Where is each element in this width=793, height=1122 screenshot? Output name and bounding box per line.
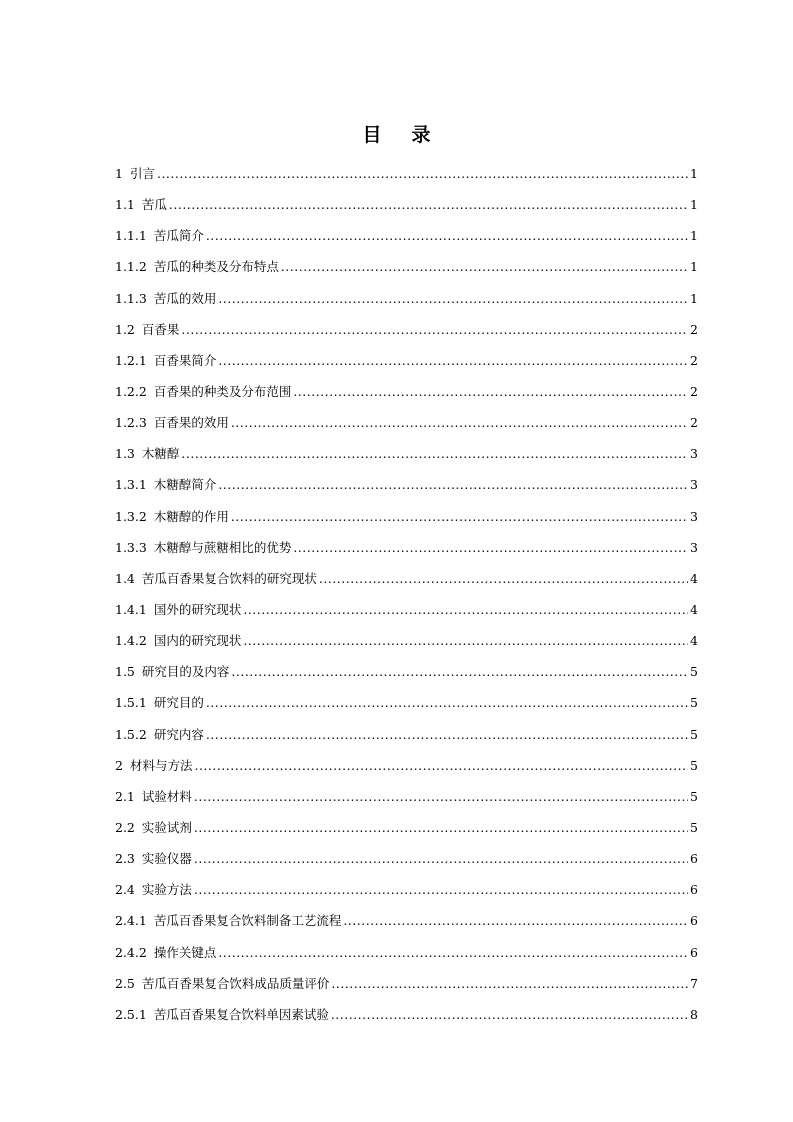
toc-leader-dots xyxy=(194,750,688,781)
toc-entry[interactable] xyxy=(115,999,698,1030)
toc-entry[interactable] xyxy=(115,874,698,905)
toc-entry-title: 引言 xyxy=(129,166,155,181)
toc-entry-page-number: 2 xyxy=(690,321,698,337)
toc-entry-number: 2.5 xyxy=(115,975,135,991)
toc-entry-title: 木糖醇的作用 xyxy=(153,508,229,524)
toc-leader-dots xyxy=(281,251,688,282)
toc-entry-page-number: 1 xyxy=(690,259,698,275)
toc-entry-number: 1.1.1 xyxy=(115,228,147,244)
toc-entry-title: 材料与方法 xyxy=(129,757,193,773)
toc-entry-page-number: 8 xyxy=(690,1006,698,1022)
toc-entry-number: 2.1 xyxy=(115,788,135,804)
toc-entry[interactable] xyxy=(115,656,698,687)
toc-entry-page-number: 5 xyxy=(690,788,698,804)
toc-leader-dots xyxy=(343,905,688,936)
toc-leader-dots xyxy=(218,345,688,376)
toc-entry[interactable] xyxy=(115,968,698,999)
toc-entry-page-number: 2 xyxy=(690,415,698,431)
toc-entry[interactable] xyxy=(115,220,698,251)
toc-leader-dots xyxy=(218,283,688,314)
toc-entry-page-number: 5 xyxy=(690,757,698,773)
toc-entry-page-number: 2 xyxy=(690,352,698,368)
toc-entry-title: 百香果 xyxy=(141,321,180,337)
toc-entry[interactable] xyxy=(115,251,698,282)
toc-entry-page-number: 1 xyxy=(690,197,698,213)
toc-entry-title: 试验材料 xyxy=(141,788,192,804)
toc-entry[interactable] xyxy=(115,781,698,812)
toc-entry-number: 1.4.2 xyxy=(115,633,147,649)
toc-entry-number: 2.2 xyxy=(115,819,135,835)
toc-leader-dots xyxy=(218,937,688,968)
toc-entry[interactable] xyxy=(115,501,698,532)
toc-title-char-1: 目 xyxy=(362,124,382,146)
toc-entry-number: 1.3 xyxy=(115,446,135,462)
toc-entry[interactable] xyxy=(115,376,698,407)
toc-entry-number: 1.2.1 xyxy=(115,352,147,368)
toc-entry-page-number: 1 xyxy=(690,166,698,181)
toc-entry-title: 国内的研究现状 xyxy=(153,633,242,649)
toc-leader-dots xyxy=(157,158,688,189)
toc-entry-title: 研究目的 xyxy=(153,695,204,711)
toc-entry[interactable] xyxy=(115,314,698,345)
toc-leader-dots xyxy=(169,189,688,220)
toc-leader-dots xyxy=(231,407,688,438)
toc-list xyxy=(115,158,698,1030)
toc-entry-title: 研究内容 xyxy=(153,726,204,742)
toc-entry-page-number: 5 xyxy=(690,819,698,835)
toc-title-char-2: 录 xyxy=(411,124,431,146)
toc-entry-page-number: 6 xyxy=(690,944,698,960)
toc-entry[interactable] xyxy=(115,843,698,874)
toc-leader-dots xyxy=(231,656,688,687)
toc-entry-title: 苦瓜百香果复合饮料制备工艺流程 xyxy=(153,913,342,929)
toc-entry-number: 1.3.1 xyxy=(115,477,147,493)
toc-entry-page-number: 3 xyxy=(690,508,698,524)
toc-entry-page-number: 3 xyxy=(690,477,698,493)
toc-entry-page-number: 3 xyxy=(690,539,698,555)
toc-leader-dots xyxy=(218,469,688,500)
toc-entry[interactable] xyxy=(115,283,698,314)
toc-entry-page-number: 1 xyxy=(690,228,698,244)
toc-entry-number: 2.4 xyxy=(115,882,135,898)
toc-entry[interactable] xyxy=(115,687,698,718)
toc-entry[interactable] xyxy=(115,158,698,189)
toc-entry-page-number: 4 xyxy=(690,601,698,617)
toc-entry-page-number: 4 xyxy=(690,633,698,649)
toc-leader-dots xyxy=(293,532,688,563)
toc-leader-dots xyxy=(181,438,688,469)
toc-entry-title: 苦瓜的效用 xyxy=(153,290,217,306)
toc-entry-number: 1.5.2 xyxy=(115,726,147,742)
toc-entry-page-number: 4 xyxy=(690,570,698,586)
toc-leader-dots xyxy=(206,687,688,718)
toc-entry-page-number: 5 xyxy=(690,695,698,711)
toc-entry-title: 实验仪器 xyxy=(141,851,192,867)
toc-entry-title: 木糖醇 xyxy=(141,446,180,462)
toc-entry-page-number: 3 xyxy=(690,446,698,462)
toc-entry-title: 百香果的种类及分布范围 xyxy=(153,383,292,399)
toc-entry-title: 实验试剂 xyxy=(141,819,192,835)
toc-entry[interactable] xyxy=(115,532,698,563)
toc-leader-dots xyxy=(194,843,688,874)
toc-entry-title: 苦瓜百香果复合饮料成品质量评价 xyxy=(141,975,330,991)
toc-entry-title: 百香果的效用 xyxy=(153,415,229,431)
toc-entry[interactable] xyxy=(115,594,698,625)
toc-entry-title: 苦瓜的种类及分布特点 xyxy=(153,259,279,275)
toc-entry[interactable] xyxy=(115,719,698,750)
toc-leader-dots xyxy=(319,563,688,594)
toc-leader-dots xyxy=(206,719,688,750)
toc-entry-title: 木糖醇与蔗糖相比的优势 xyxy=(153,539,292,555)
toc-entry-number: 2.5.1 xyxy=(115,1006,147,1022)
toc-entry[interactable] xyxy=(115,812,698,843)
toc-entry[interactable] xyxy=(115,905,698,936)
toc-title xyxy=(0,120,793,150)
toc-entry[interactable] xyxy=(115,937,698,968)
toc-leader-dots xyxy=(194,812,688,843)
toc-entry-number: 1.3.3 xyxy=(115,539,147,555)
toc-entry[interactable] xyxy=(115,625,698,656)
toc-entry-number: 1.4 xyxy=(115,570,135,586)
toc-entry-number: 2.3 xyxy=(115,851,135,867)
toc-entry-number: 1.4.1 xyxy=(115,601,147,617)
toc-entry-title: 操作关键点 xyxy=(153,944,217,960)
toc-entry-title: 国外的研究现状 xyxy=(153,601,242,617)
toc-entry-title: 研究目的及内容 xyxy=(141,664,230,680)
toc-entry[interactable] xyxy=(115,563,698,594)
toc-entry-number: 1.3.2 xyxy=(115,508,147,524)
toc-entry[interactable] xyxy=(115,750,698,781)
toc-entry-number: 1.1.3 xyxy=(115,290,147,306)
toc-entry-number: 1.5.1 xyxy=(115,695,147,711)
toc-entry[interactable] xyxy=(115,438,698,469)
toc-leader-dots xyxy=(231,501,688,532)
toc-entry-number: 2.4.2 xyxy=(115,944,147,960)
toc-entry[interactable] xyxy=(115,469,698,500)
toc-entry-page-number: 2 xyxy=(690,383,698,399)
toc-entry[interactable] xyxy=(115,189,698,220)
toc-entry-title: 苦瓜 xyxy=(141,197,167,213)
toc-leader-dots xyxy=(181,314,688,345)
toc-entry-title: 苦瓜百香果复合饮料的研究现状 xyxy=(141,570,317,586)
toc-entry-number: 1 xyxy=(115,166,123,181)
toc-entry-page-number: 5 xyxy=(690,664,698,680)
toc-entry-title: 百香果简介 xyxy=(153,352,217,368)
toc-leader-dots xyxy=(194,874,688,905)
toc-entry-page-number: 5 xyxy=(690,726,698,742)
toc-entry-number: 2.4.1 xyxy=(115,913,147,929)
toc-entry-number: 1.1 xyxy=(115,197,135,213)
toc-entry-page-number: 6 xyxy=(690,913,698,929)
toc-entry-title: 苦瓜百香果复合饮料单因素试验 xyxy=(153,1006,329,1022)
toc-entry-number: 1.2.2 xyxy=(115,383,147,399)
toc-leader-dots xyxy=(194,781,688,812)
toc-entry-number: 1.5 xyxy=(115,664,135,680)
toc-entry-number: 2 xyxy=(115,757,123,773)
toc-entry[interactable] xyxy=(115,407,698,438)
toc-entry-page-number: 1 xyxy=(690,290,698,306)
toc-leader-dots xyxy=(206,220,688,251)
toc-leader-dots xyxy=(331,968,688,999)
toc-entry-page-number: 7 xyxy=(690,975,698,991)
toc-entry[interactable] xyxy=(115,345,698,376)
toc-entry-title: 苦瓜简介 xyxy=(153,228,204,244)
toc-leader-dots xyxy=(331,999,688,1030)
toc-entry-page-number: 6 xyxy=(690,851,698,867)
toc-leader-dots xyxy=(243,594,688,625)
toc-leader-dots xyxy=(243,625,688,656)
toc-entry-number: 1.2 xyxy=(115,321,135,337)
toc-entry-title: 木糖醇简介 xyxy=(153,477,217,493)
toc-entry-number: 1.2.3 xyxy=(115,415,147,431)
toc-entry-number: 1.1.2 xyxy=(115,259,147,275)
toc-entry-page-number: 6 xyxy=(690,882,698,898)
toc-leader-dots xyxy=(293,376,688,407)
toc-entry-title: 实验方法 xyxy=(141,882,192,898)
